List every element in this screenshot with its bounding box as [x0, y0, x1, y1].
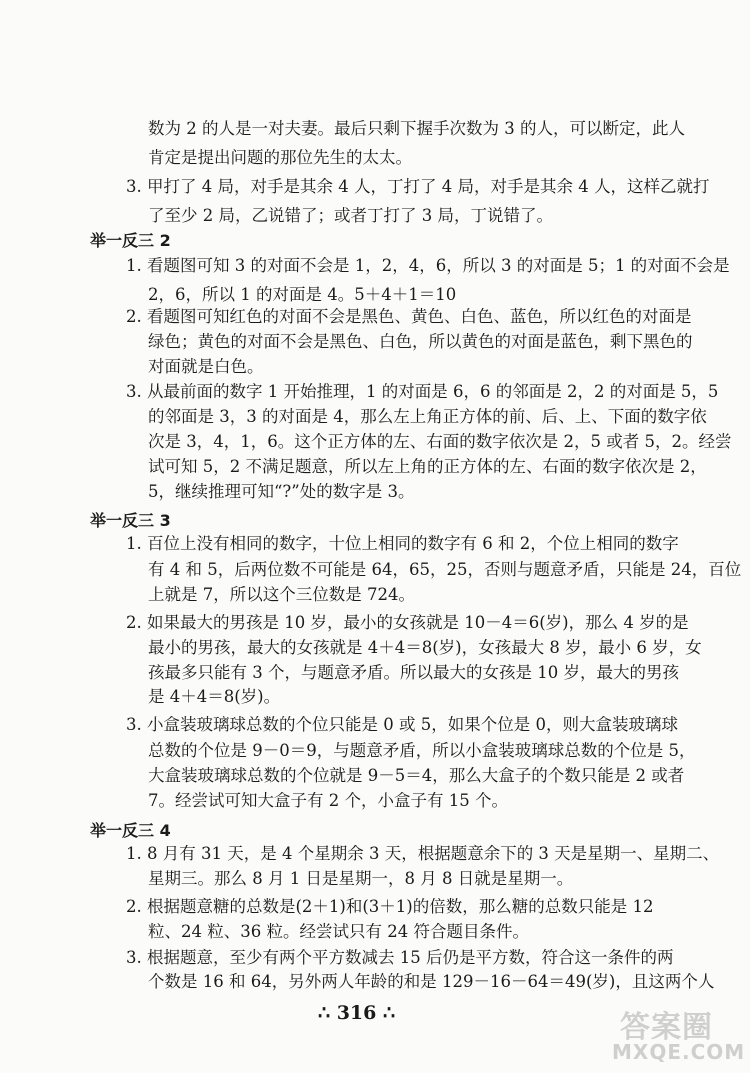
text-line: 2. 如果最大的男孩是 10 岁，最小的女孩就是 10－4＝6(岁)，那么 4 岁的是 [126, 613, 689, 632]
text-line: 粒、24 粒、36 粒。经尝试只有 24 符合题目条件。 [148, 922, 529, 941]
section-heading-2: 举一反三 2 [90, 231, 171, 250]
text-line: 最小的男孩，最大的女孩就是 4＋4＝8(岁)，女孩最大 8 岁，最小 6 岁，女 [148, 638, 702, 657]
text-line: 次是 3，4，1，6。这个正方体的左、右面的数字依次是 2，5 或者 5，2。经尝 [148, 432, 732, 451]
text-line: 2. 看题图可知红色的对面不会是黑色、黄色、白色、蓝色，所以红色的对面是 [126, 307, 692, 326]
text-line: 绿色；黄色的对面不会是黑色、白色，所以黄色的对面是蓝色，剩下黑色的 [148, 332, 693, 351]
intro-line-2: 肯定是提出问题的那位先生的太太。 [148, 148, 412, 167]
text-line: 个数是 16 和 64，另外两人年龄的和是 129－16－64＝49(岁)，且这两个人 [148, 972, 715, 991]
text-line: 1. 看题图可知 3 的对面不会是 1，2，4，6，所以 3 的对面是 5；1 的对面不会是 [126, 256, 730, 275]
text-line: 有 4 和 5，后两位数不可能是 64，65，25，否则与题意矛盾，只能是 24，百位 [148, 560, 742, 579]
text-line: 1. 百位上没有相同的数字，十位上相同的数字有 6 和 2，个位上相同的数字 [126, 534, 679, 553]
section-heading-3: 举一反三 3 [90, 511, 171, 530]
text-line: 大盒装玻璃球总数的个位就是 9－5＝4，那么大盒子的个数只能是 2 或者 [148, 766, 685, 785]
intro-line-1: 数为 2 的人是一对夫妻。最后只剩下握手次数为 3 的人，可以断定，此人 [148, 119, 685, 138]
text-line: 1. 8 月有 31 天，是 4 个星期余 3 天，根据题意余下的 3 天是星期一、星期二、 [126, 844, 720, 863]
intro-line-3: 3. 甲打了 4 局，对手是其余 4 人，丁打了 4 局，对手是其余 4 人，这样乙就打 [126, 177, 710, 196]
text-line: 上就是 7，所以这个三位数是 724。 [148, 585, 415, 604]
text-line: 5，继续推理可知“?”处的数字是 3。 [148, 482, 415, 501]
intro-line-4: 了至少 2 局，乙说错了；或者丁打了 3 局，丁说错了。 [148, 206, 553, 225]
text-line: 2. 根据题意糖的总数是(2＋1)和(3＋1)的倍数，那么糖的总数只能是 12 [126, 897, 654, 916]
text-line: 总数的个位是 9－0＝9，与题意矛盾，所以小盒装玻璃球总数的个位是 5， [148, 741, 696, 760]
section-heading-4: 举一反三 4 [90, 821, 171, 840]
text-line: 7。经尝试可知大盒子有 2 个，小盒子有 15 个。 [148, 791, 508, 810]
page-number: ∴ 316 ∴ [318, 1002, 396, 1024]
text-line: 星期三。那么 8 月 1 日是星期一，8 月 8 日就是星期一。 [148, 869, 574, 888]
text-line: 3. 根据题意，至少有两个平方数减去 15 后仍是平方数，符合这一条件的两 [126, 948, 674, 967]
text-line: 试可知 5，2 不满足题意，所以左上角的正方体的左、右面的数字依次是 2， [148, 457, 707, 476]
watermark-logo: 答案圈 [620, 1010, 713, 1045]
text-line: 对面就是白色。 [148, 357, 264, 376]
text-line: 的邻面是 3，3 的对面是 4，那么左上角正方体的前、后、上、下面的数字依 [148, 407, 707, 426]
text-line: 3. 从最前面的数字 1 开始推理，1 的对面是 6，6 的邻面是 2，2 的对面是 5，5 [126, 382, 719, 401]
text-line: 2，6，所以 1 的对面是 4。5＋4＋1＝10 [148, 285, 457, 304]
text-line: 3. 小盒装玻璃球总数的个位只能是 0 或 5，如果个位是 0，则大盒装玻璃球 [126, 715, 678, 734]
text-line: 孩最多只能有 3 个，与题意矛盾。所以最大的女孩是 10 岁，最大的男孩 [148, 663, 679, 682]
text-line: 是 4＋4＝8(岁)。 [148, 687, 281, 706]
watermark-url: MXQE.COM [612, 1040, 746, 1064]
